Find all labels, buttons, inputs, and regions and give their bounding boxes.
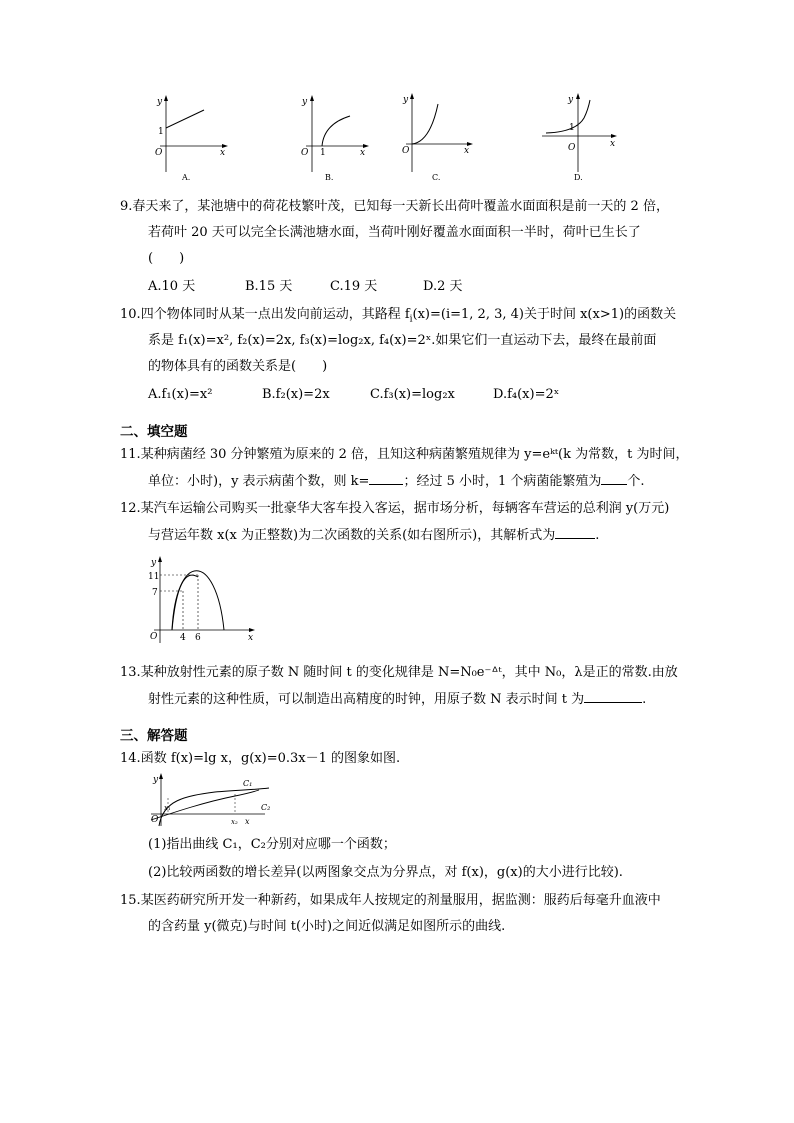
graph-a-origin: O bbox=[155, 148, 163, 158]
q10-text1b: (x)=(i=1, 2, 3, 4)关于时间 x(x>1)的函数关 bbox=[412, 307, 677, 322]
graph-b bbox=[290, 92, 375, 184]
q11-line1 bbox=[120, 446, 688, 464]
q9-option-b: B.15 天 bbox=[245, 279, 293, 294]
q12-graph-y-label: y bbox=[151, 558, 157, 568]
q12-graph-tick-11: 11 bbox=[148, 572, 160, 582]
q9-paren: ( ) bbox=[148, 251, 185, 266]
q13-text2b: . bbox=[642, 692, 647, 707]
graph-b-caption: B. bbox=[325, 173, 334, 182]
graph-d-tick-one: 1 bbox=[569, 123, 575, 133]
graph-c-caption: C. bbox=[432, 173, 441, 182]
graph-a-tick-one: 1 bbox=[158, 127, 164, 137]
graph-d bbox=[538, 90, 623, 184]
q15-line2: 的含药量 y(微克)与时间 t(小时)之间近似满足如图所示的曲线. bbox=[148, 919, 506, 934]
q13-blank[interactable] bbox=[584, 690, 642, 703]
q9-line1 bbox=[120, 198, 669, 216]
graph-c-y-label: y bbox=[403, 95, 409, 105]
q13-text2a: 射性元素的这种性质，可以制造出高精度的时钟，用原子数 N 表示时间 t 为 bbox=[148, 692, 585, 707]
q12-text2a: 与营运年数 x(x 为正整数)为二次函数的关系(如右图所示)，其解析式为 bbox=[148, 528, 556, 543]
q10-option-c: C.f₃(x)=log₂x bbox=[370, 387, 455, 402]
q14-graph bbox=[145, 772, 280, 828]
q12-blank-formula[interactable] bbox=[555, 526, 595, 539]
q11-number: 11. bbox=[120, 447, 141, 462]
section-3-heading: 三、解答题 bbox=[120, 728, 188, 744]
graph-b-y-label: y bbox=[302, 97, 308, 107]
q10-number: 10. bbox=[120, 307, 141, 322]
graph-b-x-label: x bbox=[360, 148, 366, 158]
q14-graph-origin: O bbox=[151, 815, 159, 825]
graph-a bbox=[140, 92, 235, 184]
q11-text1: 某种病菌经 30 分钟繁殖为原来的 2 倍，且知这种病菌繁殖规律为 y=eᵏᵗ(k 为常数，t 为时间， bbox=[140, 447, 689, 462]
q10-line1: 10.四个物体同时从某一点出发向前运动，其路程 $f_i(x)=(i=1$, 2, 3, 4)关于时间 x(x>1)的函数关 bbox=[120, 307, 677, 325]
q10-option-b: B.f₂(x)=2x bbox=[262, 387, 330, 402]
q11-blank-count[interactable] bbox=[601, 472, 627, 485]
graph-a-caption: A. bbox=[182, 173, 191, 182]
graph-b-origin: O bbox=[301, 148, 309, 158]
graph-c-x-label: x bbox=[464, 146, 470, 156]
graph-a-x-label: x bbox=[220, 148, 226, 158]
q12-number: 12. bbox=[120, 501, 141, 516]
graph-b-tick-one: 1 bbox=[320, 148, 326, 158]
q10-text1: 四个物体同时从某一点出发向前运动，其路程 f bbox=[140, 307, 410, 322]
graph-a-y-label: y bbox=[157, 97, 163, 107]
q14-graph-x2: x₂ bbox=[231, 818, 238, 826]
q14-graph-c1: C₁ bbox=[243, 779, 253, 788]
q10-option-a: A.f₁(x)=x² bbox=[148, 387, 213, 402]
q14-graph-c2: C₂ bbox=[261, 803, 271, 812]
q12-line1 bbox=[120, 500, 669, 518]
q11-text2c: 个. bbox=[627, 474, 645, 489]
q13-line2 bbox=[148, 690, 646, 709]
q14-graph-y-label: y bbox=[153, 775, 159, 785]
q14-line1 bbox=[120, 750, 400, 768]
q10-line2: 系是 f₁(x)=x², f₂(x)=2x, f₃(x)=log₂x, f₄(x)=2ˣ.如果它们一直运动下去，最终在最前面 bbox=[148, 333, 657, 348]
section-2-heading: 二、填空题 bbox=[120, 424, 188, 440]
q9-option-a: A.10 天 bbox=[148, 279, 196, 294]
q12-graph-tick-6: 6 bbox=[195, 633, 201, 643]
q14-number: 14. bbox=[120, 751, 141, 766]
q15-text1: 某医药研究所开发一种新药，如果成年人按规定的剂量服用，据监测：服药后每毫升血液中 bbox=[140, 893, 661, 908]
q9-option-d: D.2 天 bbox=[423, 279, 463, 294]
q11-text2b: ；经过 5 小时，1 个病菌能繁殖为 bbox=[403, 474, 602, 489]
q12-graph bbox=[140, 555, 260, 647]
graph-d-x-label: x bbox=[610, 139, 616, 149]
q12-text2b: . bbox=[595, 528, 600, 543]
graph-d-y-label: y bbox=[568, 95, 574, 105]
q12-graph-origin: O bbox=[150, 632, 158, 642]
graph-d-origin: O bbox=[568, 143, 576, 153]
q10-option-d: D.f₄(x)=2ˣ bbox=[493, 387, 560, 402]
q12-line2 bbox=[148, 526, 599, 545]
q9-text1: 春天来了，某池塘中的荷花枝繁叶茂，已知每一天新长出荷叶覆盖水面面积是前一天的 2 倍， bbox=[132, 199, 669, 214]
q11-line2 bbox=[148, 472, 645, 491]
q10-line3: 的物体具有的函数关系是( ) bbox=[148, 359, 328, 374]
q14-graph-x-label: x bbox=[245, 817, 250, 826]
q11-text2a: 单位：小时)，y 表示病菌个数，则 k= bbox=[148, 474, 370, 489]
q13-number: 13. bbox=[120, 665, 141, 680]
q15-line1 bbox=[120, 892, 661, 910]
q9-line2: 若荷叶 20 天可以完全长满池塘水面，当荷叶刚好覆盖水面面积一半时，荷叶已生长了 bbox=[148, 225, 641, 240]
q15-number: 15. bbox=[120, 893, 141, 908]
q14-text1: 函数 f(x)=lg x，g(x)=0.3x－1 的图象如图. bbox=[140, 751, 401, 766]
graph-c bbox=[398, 90, 478, 184]
q12-graph-x-label: x bbox=[248, 633, 254, 643]
q12-text1: 某汽车运输公司购买一批豪华大客车投入客运，据市场分析，每辆客车营运的总利润 y(万元) bbox=[140, 501, 670, 516]
q9-number: 9. bbox=[120, 199, 133, 214]
q9-option-c: C.19 天 bbox=[330, 279, 378, 294]
q13-line1 bbox=[120, 664, 678, 682]
q11-blank-k[interactable] bbox=[369, 472, 403, 485]
q14-graph-x1: x₁ bbox=[164, 804, 171, 812]
q13-text1: 某种放射性元素的原子数 N 随时间 t 的变化规律是 N=N₀e⁻ᐞᵗ，其中 N₀，λ是正的常数.由放 bbox=[140, 665, 678, 680]
q14-sub2: (2)比较两函数的增长差异(以两图象交点为分界点，对 f(x)，g(x)的大小进行比较). bbox=[148, 865, 623, 880]
q12-graph-tick-7: 7 bbox=[152, 588, 158, 598]
q14-sub1: (1)指出曲线 C₁，C₂分别对应哪一个函数； bbox=[148, 837, 396, 852]
q12-graph-tick-4: 4 bbox=[180, 633, 186, 643]
graph-c-origin: O bbox=[402, 146, 410, 156]
graph-d-caption: D. bbox=[574, 173, 583, 182]
